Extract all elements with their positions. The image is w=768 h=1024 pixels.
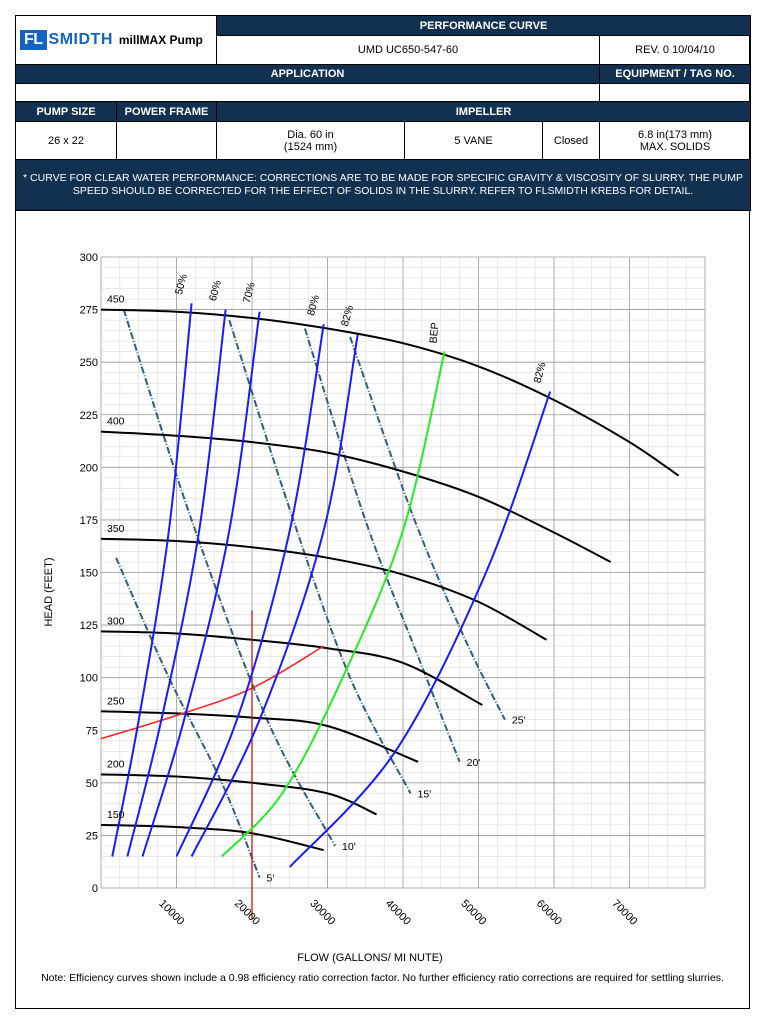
- npsh-curve: [350, 337, 505, 720]
- x-tick-label: 50000: [458, 897, 489, 928]
- efficiency-label: 60%: [206, 278, 224, 303]
- power-frame-label: POWER FRAME: [117, 102, 217, 122]
- speed-curve: [101, 631, 482, 708]
- npsh-curve: [124, 310, 335, 846]
- pump-size-value: 26 x 22: [16, 122, 117, 160]
- y-tick-label: 0: [91, 883, 98, 895]
- efficiency-label: 82%: [531, 360, 549, 385]
- y-tick-label: 175: [79, 514, 98, 527]
- bep-label: BEP: [427, 321, 442, 344]
- efficiency-label: 80%: [305, 293, 323, 318]
- system-curve: [101, 646, 324, 739]
- y-tick-label: 50: [85, 777, 98, 790]
- speed-label: 300: [107, 615, 125, 628]
- x-tick-label: 10000: [156, 897, 187, 928]
- npsh-label: 15': [417, 788, 432, 801]
- y-tick-label: 125: [79, 620, 98, 633]
- revision: REV. 0 10/04/10: [600, 36, 751, 65]
- x-tick-label: 40000: [382, 897, 413, 928]
- speed-label: 450: [107, 293, 125, 306]
- npsh-label: 25': [511, 714, 526, 727]
- efficiency-footnote: Note: Efficiency curves shown include a 0.98 efficiency ratio correction factor. No further efficiency ratio corrections are required for settling slurries.: [41, 972, 724, 984]
- efficiency-label: 70%: [240, 281, 258, 305]
- curve-id: UMD UC650-547-60: [217, 36, 600, 65]
- logo-wordmark: SMIDTH: [48, 31, 113, 48]
- y-tick-label: 150: [79, 567, 98, 580]
- speed-label: 350: [107, 522, 125, 535]
- application-label: APPLICATION: [16, 65, 600, 84]
- y-tick-label: 225: [79, 409, 98, 422]
- max-solids-label: MAX. SOLIDS: [639, 140, 711, 153]
- x-axis-label: FLOW (GALLONS/ MI NUTE): [297, 952, 443, 964]
- x-tick-label: 70000: [609, 897, 640, 928]
- efficiency-curve: [112, 303, 191, 856]
- impeller-vanes: 5 VANE: [405, 122, 543, 160]
- impeller-type: Closed: [543, 122, 600, 160]
- performance-curve-label: PERFORMANCE CURVE: [217, 16, 751, 36]
- y-tick-label: 75: [85, 725, 98, 738]
- y-tick-label: 275: [79, 304, 98, 317]
- efficiency-label: 82%: [339, 304, 357, 328]
- npsh-label: 10': [342, 840, 356, 853]
- y-tick-label: 250: [79, 357, 98, 370]
- impeller-dia-mm: (1524 mm): [283, 140, 338, 153]
- logo-fl-mark: FL: [20, 30, 47, 50]
- efficiency-curve: [143, 312, 260, 857]
- clear-water-note: * CURVE FOR CLEAR WATER PERFORMANCE: CORRECTIONS ARE TO BE MADE FOR SPECIFIC GRAVITY & VISCOSITY OF SLURRY. THE PUMP SPEED SHOULD BE CORRECTED FOR THE EFFECT OF SOLIDS IN THE SLURRY. REFER TO FLSMIDTH KREBS FOR DETAIL.: [16, 160, 751, 211]
- y-tick-label: 300: [79, 252, 98, 264]
- y-tick-label: 200: [79, 462, 98, 475]
- x-tick-label: 30000: [307, 897, 338, 928]
- impeller-dia-in: Dia. 60 in: [287, 128, 334, 141]
- speed-label: 400: [107, 415, 125, 428]
- pump-size-label: PUMP SIZE: [16, 102, 117, 122]
- speed-label: 200: [107, 758, 125, 771]
- y-axis-label: HEAD (FEET): [43, 557, 55, 627]
- efficiency-label: 50%: [172, 272, 190, 297]
- equipment-label: EQUIPMENT / TAG NO.: [600, 65, 751, 84]
- npsh-label: 5': [266, 872, 275, 885]
- y-tick-label: 100: [79, 672, 98, 685]
- speed-curve: [101, 774, 377, 814]
- speed-label: 150: [107, 808, 125, 821]
- x-tick-label: 20000: [231, 897, 262, 928]
- y-tick-label: 25: [85, 830, 98, 843]
- product-name: millMAX Pump: [118, 33, 203, 47]
- impeller-label: IMPELLER: [217, 102, 751, 122]
- max-solids-value: 6.8 in(173 mm): [638, 128, 713, 141]
- npsh-label: 20': [466, 756, 481, 769]
- x-tick-label: 60000: [533, 897, 564, 928]
- speed-label: 250: [107, 695, 125, 708]
